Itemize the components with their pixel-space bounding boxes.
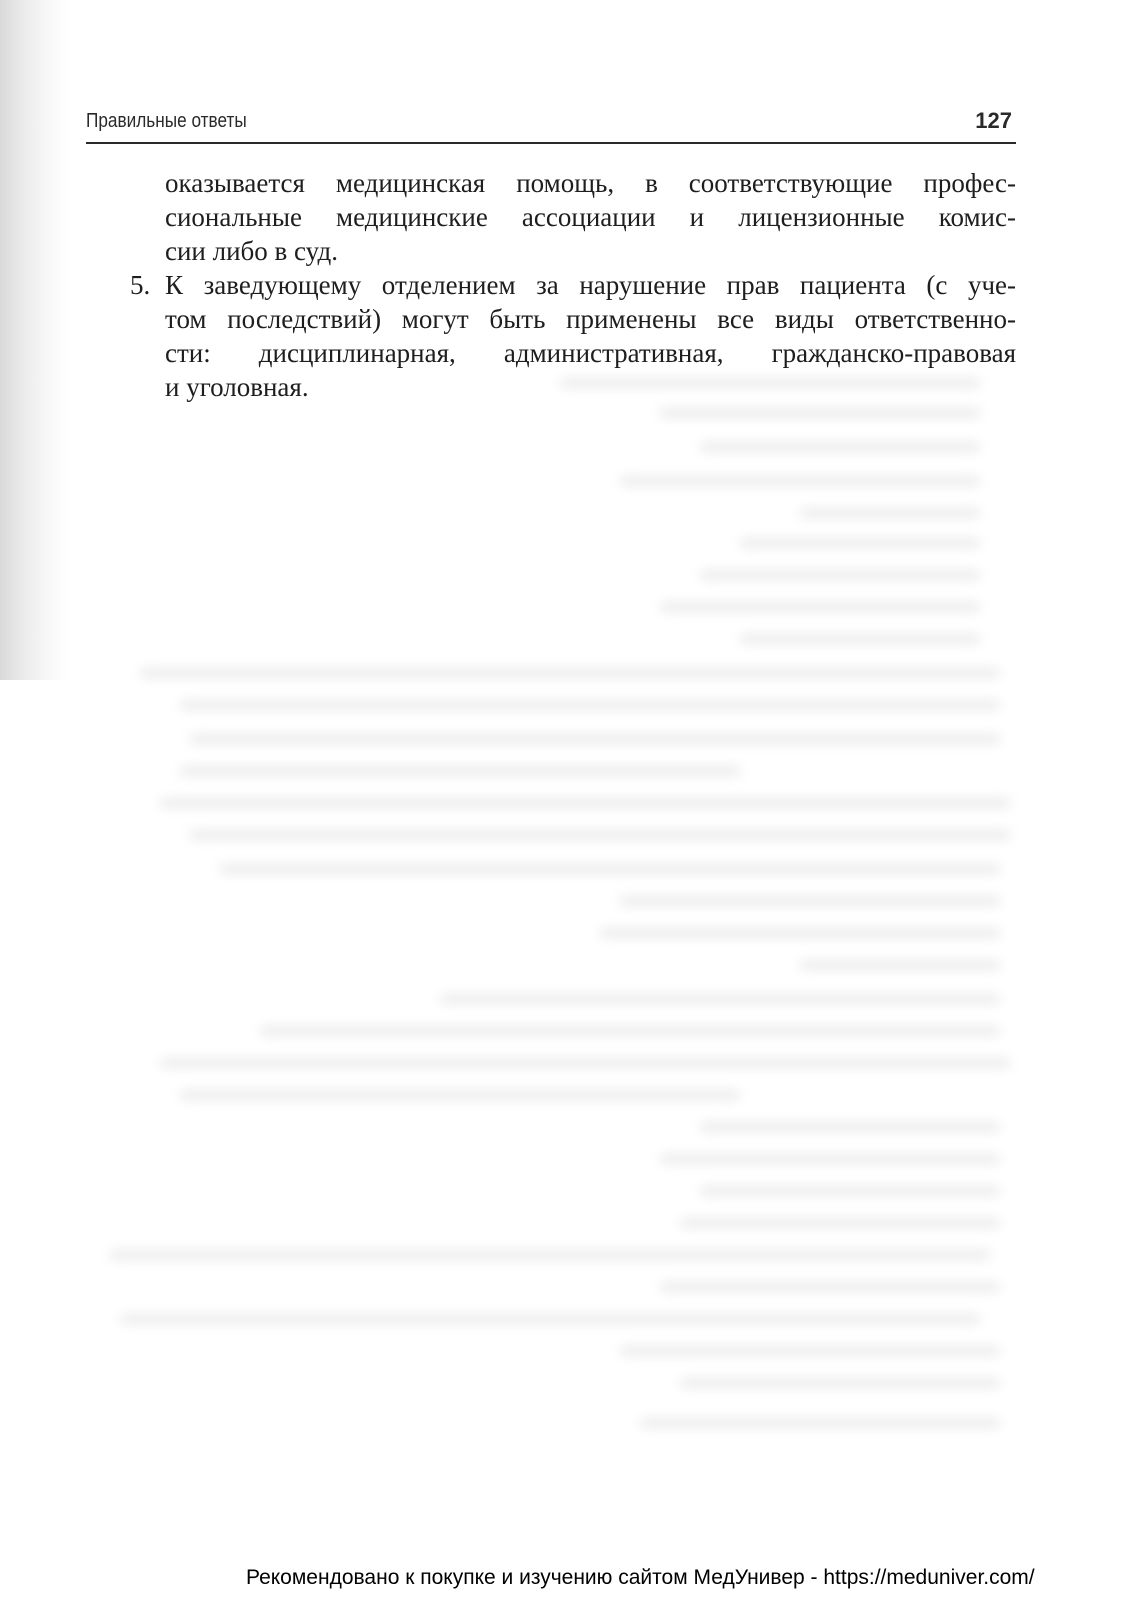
- page-number: 127: [975, 108, 1012, 133]
- item-number: 5.: [130, 270, 151, 300]
- text-line: и уголовная.: [165, 372, 309, 402]
- answer-text: [130, 166, 1016, 404]
- continuation-paragraph: [130, 166, 1016, 268]
- show-through-text: [100, 380, 1020, 1460]
- text-line: К заведующему отделением за нарушение прав пациента (с уче-: [165, 270, 1016, 300]
- footer-watermark: Рекомендовано к покупке и изучению сайтом МедУнивер - https://meduniver.com/: [246, 1566, 1035, 1589]
- text-line: том последствий) могут быть применены все виды ответственно-: [165, 304, 1016, 334]
- running-header: [86, 106, 1016, 144]
- text-line: сти: дисциплинарная, административная, гражданско-правовая: [165, 338, 1016, 368]
- text-line: оказывается медицинская помощь, в соответствующие профес-: [165, 168, 1016, 198]
- text-line: сии либо в суд.: [165, 236, 338, 266]
- text-line: сиональные медицинские ассоциации и лицензионные комис-: [165, 202, 1016, 232]
- running-header-title: Правильные ответы: [86, 110, 247, 132]
- page-edge-shadow: [0, 0, 70, 680]
